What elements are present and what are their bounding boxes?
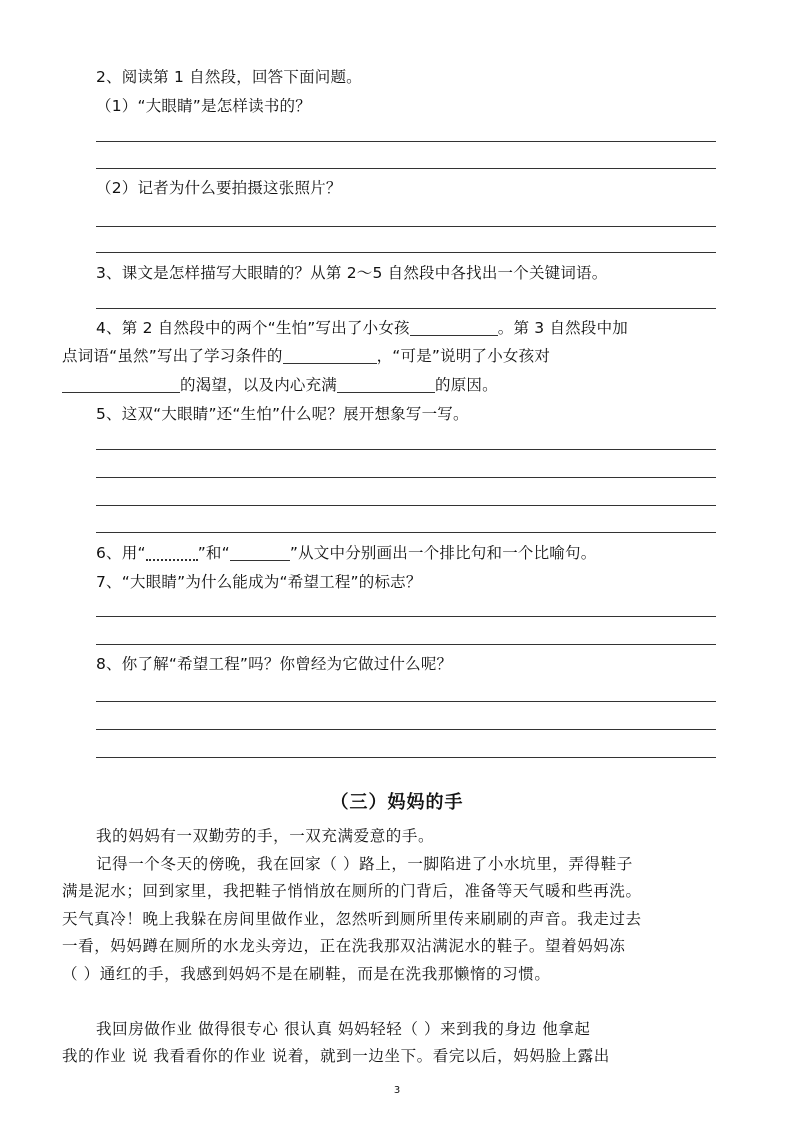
question-2: 2、阅读第 1 自然段，回答下面问题。: [96, 68, 362, 86]
answer-line[interactable]: [96, 757, 716, 758]
question-4-text: 。第 3 自然段中加: [497, 319, 628, 337]
answer-line[interactable]: [96, 505, 716, 506]
passage-line: 我的作业 说 我看看你的作业 说着，就到一边坐下。看完以后，妈妈脸上露出: [62, 1047, 610, 1065]
question-4-text: 4、第 2 自然段中的两个“生怕”写出了小女孩: [96, 319, 410, 337]
passage-line: （ ）通红的手，我感到妈妈不是在刷鞋，而是在洗我那懒惰的习惯。: [62, 965, 551, 983]
answer-line[interactable]: [96, 477, 716, 478]
passage-line: 一看，妈妈蹲在厕所的水龙头旁边，正在洗我那双沾满泥水的鞋子。望着妈妈冻: [62, 937, 626, 955]
answer-line[interactable]: [96, 701, 716, 702]
passage-line: 天气真冷！晚上我躲在房间里做作业，忽然听到厕所里传来刷刷的声音。我走过去: [62, 910, 642, 928]
answer-line[interactable]: [96, 168, 716, 169]
question-2-1: （1）“大眼睛”是怎样读书的？: [96, 97, 311, 115]
answer-line[interactable]: [96, 449, 716, 450]
section-title: （三）妈妈的手: [330, 792, 464, 813]
question-2-2: （2）记者为什么要拍摄这张照片？: [96, 179, 342, 197]
question-7: 7、“大眼睛”为什么能成为“希望工程”的标志？: [96, 573, 422, 591]
question-6-text: ”和“: [197, 544, 230, 562]
answer-line[interactable]: [96, 308, 716, 309]
answer-line[interactable]: [96, 644, 716, 645]
question-4-line-2: [62, 346, 550, 366]
question-6-text: ”从文中分别画出一个排比句和一个比喻句。: [289, 544, 597, 562]
answer-line[interactable]: [96, 729, 716, 730]
question-6: [96, 543, 596, 563]
fill-blank[interactable]: [337, 376, 435, 393]
question-3: 3、课文是怎样描写大眼睛的？从第 2～5 自然段中各找出一个关键词语。: [96, 264, 608, 282]
fill-blank[interactable]: [283, 347, 377, 364]
question-4-text: ，“可是”说明了小女孩对: [376, 347, 551, 365]
answer-line[interactable]: [96, 532, 716, 533]
question-4-line-1: [96, 318, 628, 338]
passage-line: 记得一个冬天的傍晚，我在回家（ ）路上，一脚陷进了小水坑里，弄得鞋子: [96, 855, 633, 873]
passage-line: 满是泥水；回到家里，我把鞋子悄悄放在厕所的门背后，准备等天气暖和些再洗。: [62, 882, 642, 900]
answer-line[interactable]: [96, 226, 716, 227]
straight-line-mark: [230, 544, 290, 561]
fill-blank[interactable]: [410, 319, 498, 336]
question-4-text: 的原因。: [435, 376, 498, 394]
fill-blank[interactable]: [62, 376, 180, 393]
passage-line: 我回房做作业 做得很专心 很认真 妈妈轻轻（ ）来到我的身边 他拿起: [96, 1020, 591, 1038]
answer-line[interactable]: [96, 141, 716, 142]
answer-line[interactable]: [96, 252, 716, 253]
question-8: 8、你了解“希望工程”吗？你曾经为它做过什么呢？: [96, 655, 453, 673]
question-4-line-3: [62, 375, 498, 395]
wavy-line-mark: [146, 543, 198, 561]
question-6-text: 6、用“: [96, 544, 146, 562]
question-4-text: 点词语“虽然”写出了学习条件的: [62, 347, 283, 365]
page-number: 3: [393, 1085, 401, 1096]
answer-line[interactable]: [96, 616, 716, 617]
passage-line: 我的妈妈有一双勤劳的手，一双充满爱意的手。: [96, 827, 435, 845]
question-5: 5、这双“大眼睛”还“生怕”什么呢？展开想象写一写。: [96, 405, 469, 423]
question-4-text: 的渴望，以及内心充满: [180, 376, 338, 394]
